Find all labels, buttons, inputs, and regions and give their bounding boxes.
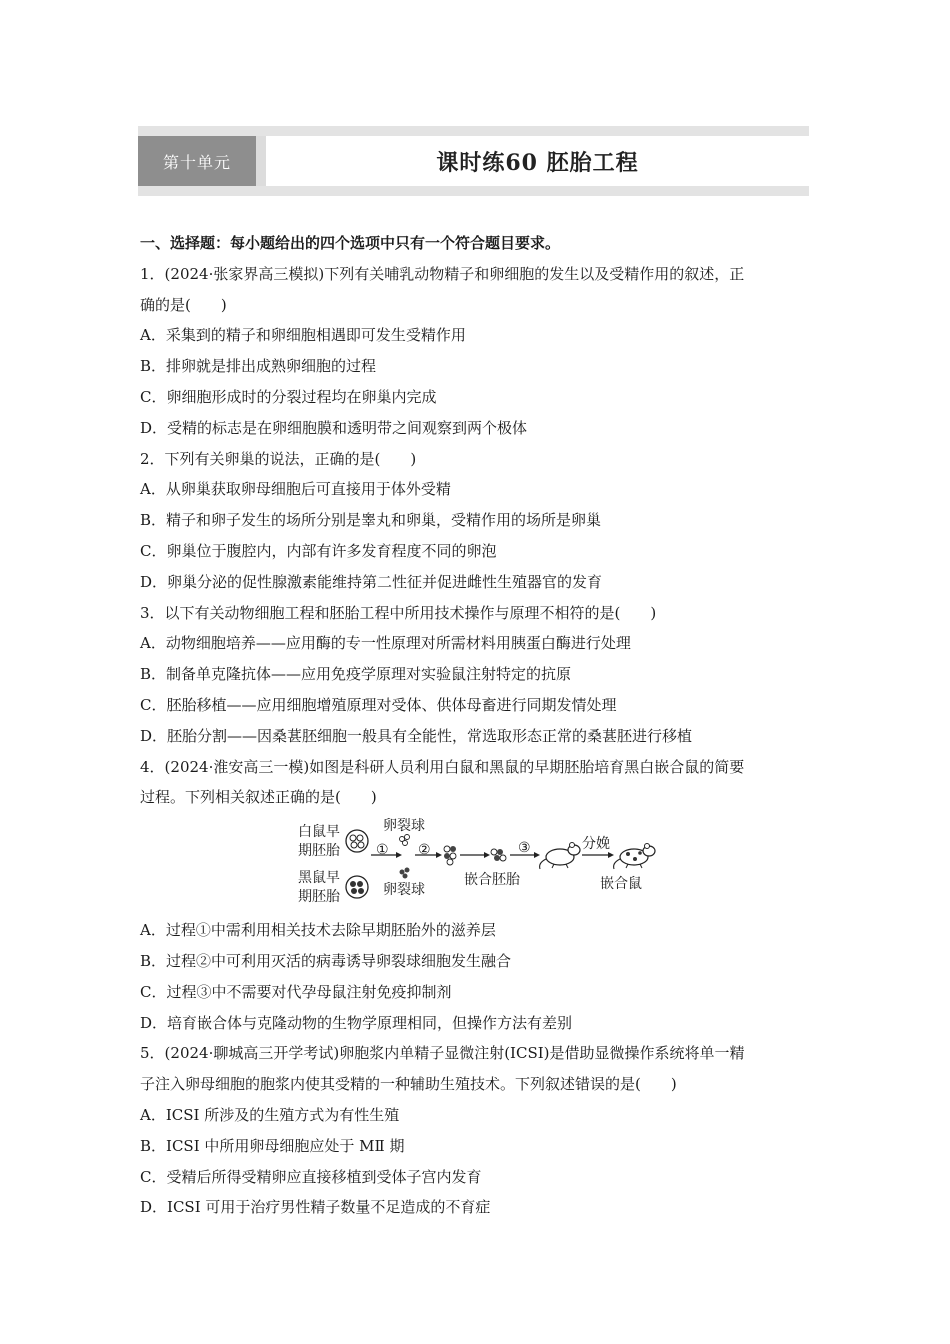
chimeric-embryo-icon [491, 849, 506, 861]
question-4 [140, 752, 812, 1039]
option-b: B．制备单克隆抗体——应用免疫学原理对实验鼠注射特定的抗原 [140, 665, 572, 684]
black-embryo-label-2: 期胚胎 [298, 889, 340, 906]
option-a: A．ICSI 所涉及的生殖方式为有性生殖 [140, 1105, 400, 1124]
option-a: A．过程①中需利用相关技术去除早期胚胎外的滋养层 [140, 921, 496, 940]
option-b: B．排卵就是排出成熟卵细胞的过程 [140, 357, 377, 376]
chimeric-mouse-icon [614, 844, 655, 870]
question-stem: 过程。下列相关叙述正确的是( ) [140, 788, 377, 807]
question-stem: 3．以下有关动物细胞工程和胚胎工程中所用技术操作与原理不相符的是( ) [140, 603, 657, 622]
header-top-bar [138, 126, 809, 136]
blastomere-bottom-icon [400, 868, 410, 879]
option-c: C．卵细胞形成时的分裂过程均在卵巢内完成 [140, 387, 437, 406]
option-c: C．受精后所得受精卵应直接移植到受体子宫内发育 [140, 1167, 482, 1186]
chimeric-mouse-label: 嵌合鼠 [600, 876, 642, 893]
section-title: 一、选择题：每小题给出的四个选项中只有一个符合题目要求。 [140, 234, 561, 252]
diagram-graphics [140, 819, 812, 911]
chimera-diagram [140, 819, 812, 911]
option-a: A．采集到的精子和卵细胞相遇即可发生受精作用 [140, 326, 466, 345]
question-stem: 确的是( ) [140, 295, 227, 314]
black-embryo-label-1: 黑鼠早 [298, 870, 340, 887]
worksheet-content [140, 228, 812, 1223]
option-d: D．卵巢分泌的促性腺激素能维持第二性征并促进雌性生殖器官的发育 [140, 572, 603, 591]
question-2 [140, 444, 812, 598]
white-embryo-label-1: 白鼠早 [298, 824, 340, 841]
unit-tab-shadow [256, 136, 266, 186]
option-d: D．ICSI 可用于治疗男性精子数量不足造成的不育症 [140, 1198, 491, 1217]
option-a: A．从卵巢获取卵母细胞后可直接用于体外受精 [140, 480, 451, 499]
step-1-label: ① [376, 842, 389, 859]
white-embryo-label-2: 期胚胎 [298, 843, 340, 860]
option-d: D．胚胎分割——因桑葚胚细胞一般具有全能性，常选取形态正常的桑葚胚进行移植 [140, 726, 693, 745]
question-stem: 1．(2024·张家界高三模拟)下列有关哺乳动物精子和卵细胞的发生以及受精作用的叙述，正 [140, 264, 745, 283]
option-c: C．胚胎移植——应用细胞增殖原理对受体、供体母畜进行同期发情处理 [140, 695, 617, 714]
step-2-label: ② [418, 842, 431, 859]
option-c: C．卵巢位于腹腔内，内部有许多发育程度不同的卵泡 [140, 541, 497, 560]
birth-label: 分娩 [582, 836, 610, 853]
question-stem: 5．(2024·聊城高三开学考试)卵胞浆内单精子显微注射(ICSI)是借助显微操作系统将单一精 [140, 1044, 745, 1063]
black-embryo-icon [346, 876, 368, 898]
step-3-label: ③ [518, 840, 531, 857]
question-1 [140, 259, 812, 444]
surrogate-mouse-icon [540, 843, 580, 870]
option-d: D．培育嵌合体与克隆动物的生物学原理相同，但操作方法有差别 [140, 1013, 573, 1032]
blastomere-top-label: 卵裂球 [383, 818, 425, 835]
header-band [138, 126, 809, 196]
title-box [266, 136, 809, 186]
question-stem: 4．(2024·淮安高三一模)如图是科研人员利用白鼠和黑鼠的早期胚胎培育黑白嵌合鼠的简要 [140, 757, 745, 776]
question-3 [140, 598, 812, 752]
option-b: B．精子和卵子发生的场所分别是睾丸和卵巢，受精作用的场所是卵巢 [140, 511, 602, 530]
option-d: D．受精的标志是在卵细胞膜和透明带之间观察到两个极体 [140, 418, 528, 437]
option-a: A．动物细胞培养——应用酶的专一性原理对所需材料用胰蛋白酶进行处理 [140, 634, 631, 653]
header-bottom-bar [138, 186, 809, 196]
question-stem: 2．下列有关卵巢的说法，正确的是( ) [140, 449, 417, 468]
question-5 [140, 1038, 812, 1223]
blastomere-top-icon [400, 835, 410, 846]
merged-cluster-icon [444, 846, 456, 865]
chimeric-embryo-label: 嵌合胚胎 [464, 872, 520, 889]
blastomere-bottom-label: 卵裂球 [383, 882, 425, 899]
question-stem: 子注入卵母细胞的胞浆内使其受精的一种辅助生殖技术。下列叙述错误的是( ) [140, 1075, 677, 1094]
unit-tab: 第十单元 [138, 136, 256, 186]
option-b: B．ICSI 中所用卵母细胞应处于 MⅡ 期 [140, 1136, 405, 1155]
page-title: 课时练60 胚胎工程 [436, 149, 639, 176]
option-b: B．过程②中可利用灭活的病毒诱导卵裂球细胞发生融合 [140, 951, 512, 970]
white-embryo-icon [346, 830, 368, 852]
option-c: C．过程③中不需要对代孕母鼠注射免疫抑制剂 [140, 982, 452, 1001]
